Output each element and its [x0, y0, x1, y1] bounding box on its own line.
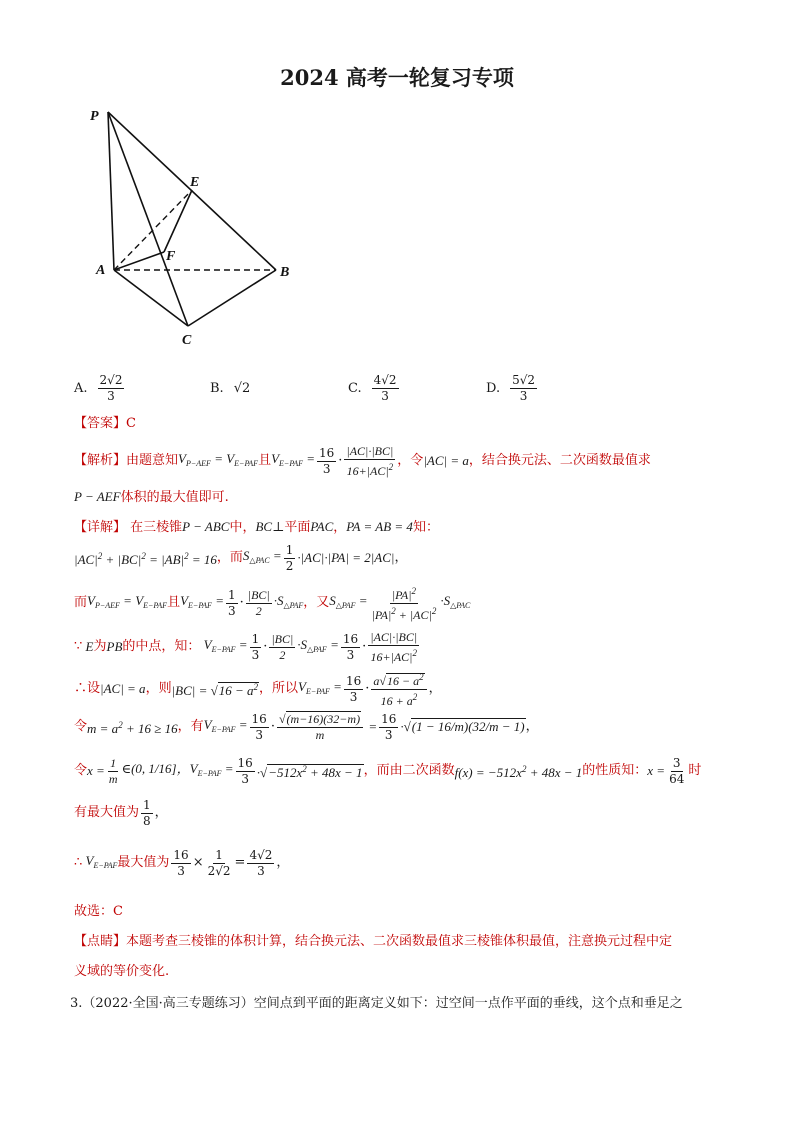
edge-FE — [164, 190, 192, 252]
next-question-line: 3.（2022·全国·高三专题练习）空间点到平面的距离定义如下：过空间一点作平面的垂线，这个点和垂足之 — [70, 996, 683, 1011]
label-B: B — [280, 265, 290, 280]
comment-line-2: 义域的等价变化. — [74, 964, 170, 979]
comment-line-1: 【点睛】本题考查三棱锥的体积计算，结合换元法、二次函数最值求三棱锥体积最值，注意换元过程中定 — [74, 934, 673, 949]
detail-line-6: 令 $m = a^2 + 16 \ge 16$ ，有 $V_{E-PAF}$ = $\frac{16}{3}$ · $\frac{√(m-16)(32-m)}{m}$ = $\frac{16}{3}$ ·√(1 − 16/m)(32/m − 1) ， — [74, 711, 539, 742]
label-C: C — [182, 333, 192, 346]
detail-line-3: 而 $V_{P-AEF} = V_{E-PAF}$ 且 $V_{E-PAF}$ = $\frac{1}{3}$ · $\frac{|BC|}{2}$ $\cdot S_{\triangle PAF}$ ，又 $S_{\triangle PAF}$ = $\frac{|PA|^2}{|PA|^2 + |AC|^2}$ $\cdot S_{\triangle PAC}$ — [74, 585, 471, 622]
edge-CB — [188, 270, 276, 326]
detail-line-5: ∴设 |AC| = a ，则 $|BC| = √16 - a^2$ ，所以 $V_{E-PAF}$ = $\frac{16}{3}$ · $\frac{a√16 - a^2}{16 + a^2}$ ， — [74, 671, 442, 708]
answer-choices — [74, 366, 714, 410]
detail-line-7: 令 x = $\frac{1}{m}$ ∈(0, 1/16]，$V_{E-PAF}$ = $\frac{16}{3}$ $\cdot√-512x^2 + 48x - 1$ ，而由二次函数 $f(x) = -512x^2 + 48x - 1$ 的性质知： x = $\frac{3}{64}$ 时 — [74, 755, 702, 786]
choice-d[interactable]: D. $\frac{5√2}{3}$ — [486, 372, 536, 403]
edge-PA — [108, 112, 114, 270]
edge-AE — [114, 190, 192, 270]
detail-line-9: ∴ $V_{E-PAF}$ 最大值为 $\frac{16}{3}$ × $\frac{1}{2√2}$ = $\frac{4√2}{3}$ ， — [74, 847, 290, 878]
edge-PC — [108, 112, 188, 326]
tetrahedron-figure — [88, 104, 298, 346]
choice-b[interactable]: B. √2 — [210, 380, 251, 396]
analysis-line-2: P − AEF体积的最大值即可. — [74, 489, 229, 505]
label-P: P — [90, 109, 99, 124]
answer-line: 【答案】C — [74, 416, 136, 431]
edge-AF — [114, 252, 164, 270]
conclusion-line: 故选：C — [74, 904, 123, 919]
choice-c[interactable]: C. $\frac{4√2}{3}$ — [348, 372, 397, 403]
detail-line-4: ∵ E 为 PB 的中点，知： $V_{E-PAF}$ = $\frac{1}{3}$ · $\frac{|BC|}{2}$ $\cdot S_{\triangle PAF}$ = $\frac{16}{3}$ · $\frac{|AC|\cdot|BC|}{16+|AC|^2}$ — [74, 629, 418, 664]
label-F: F — [166, 249, 176, 264]
analysis-line-1: 【解析】 由题意知 $V_{P-AEF} = V_{E-PAF}$ 且 $V_{E-PAF}$ = $\frac{16}{3}$ · $\frac{|AC|\cdot|BC|}{16+|AC|^2}$ ，令 |AC| = a ，结合换元法、二次函数最值求 — [74, 443, 651, 478]
choice-a[interactable]: A. $\frac{2√2}{3}$ — [74, 372, 123, 403]
detail-line-8: 有最大值为 $\frac{1}{8}$ ， — [74, 797, 168, 828]
detail-line-1: 【详解】 在三棱锥P − ABC中，BC⊥平面PAC，PA = AB = 4知： — [74, 519, 439, 535]
detail-line-2: $|AC|^2 + |BC|^2 = |AB|^2 = 16$ ，而 $S_{\triangle PAC}$ = $\frac{1}{2}$ ·|AC|·|PA| = 2|AC| ， — [74, 542, 408, 573]
label-A: A — [96, 263, 106, 278]
page-title: 2024 高考一轮复习专项 — [280, 65, 514, 90]
label-E: E — [190, 175, 200, 190]
